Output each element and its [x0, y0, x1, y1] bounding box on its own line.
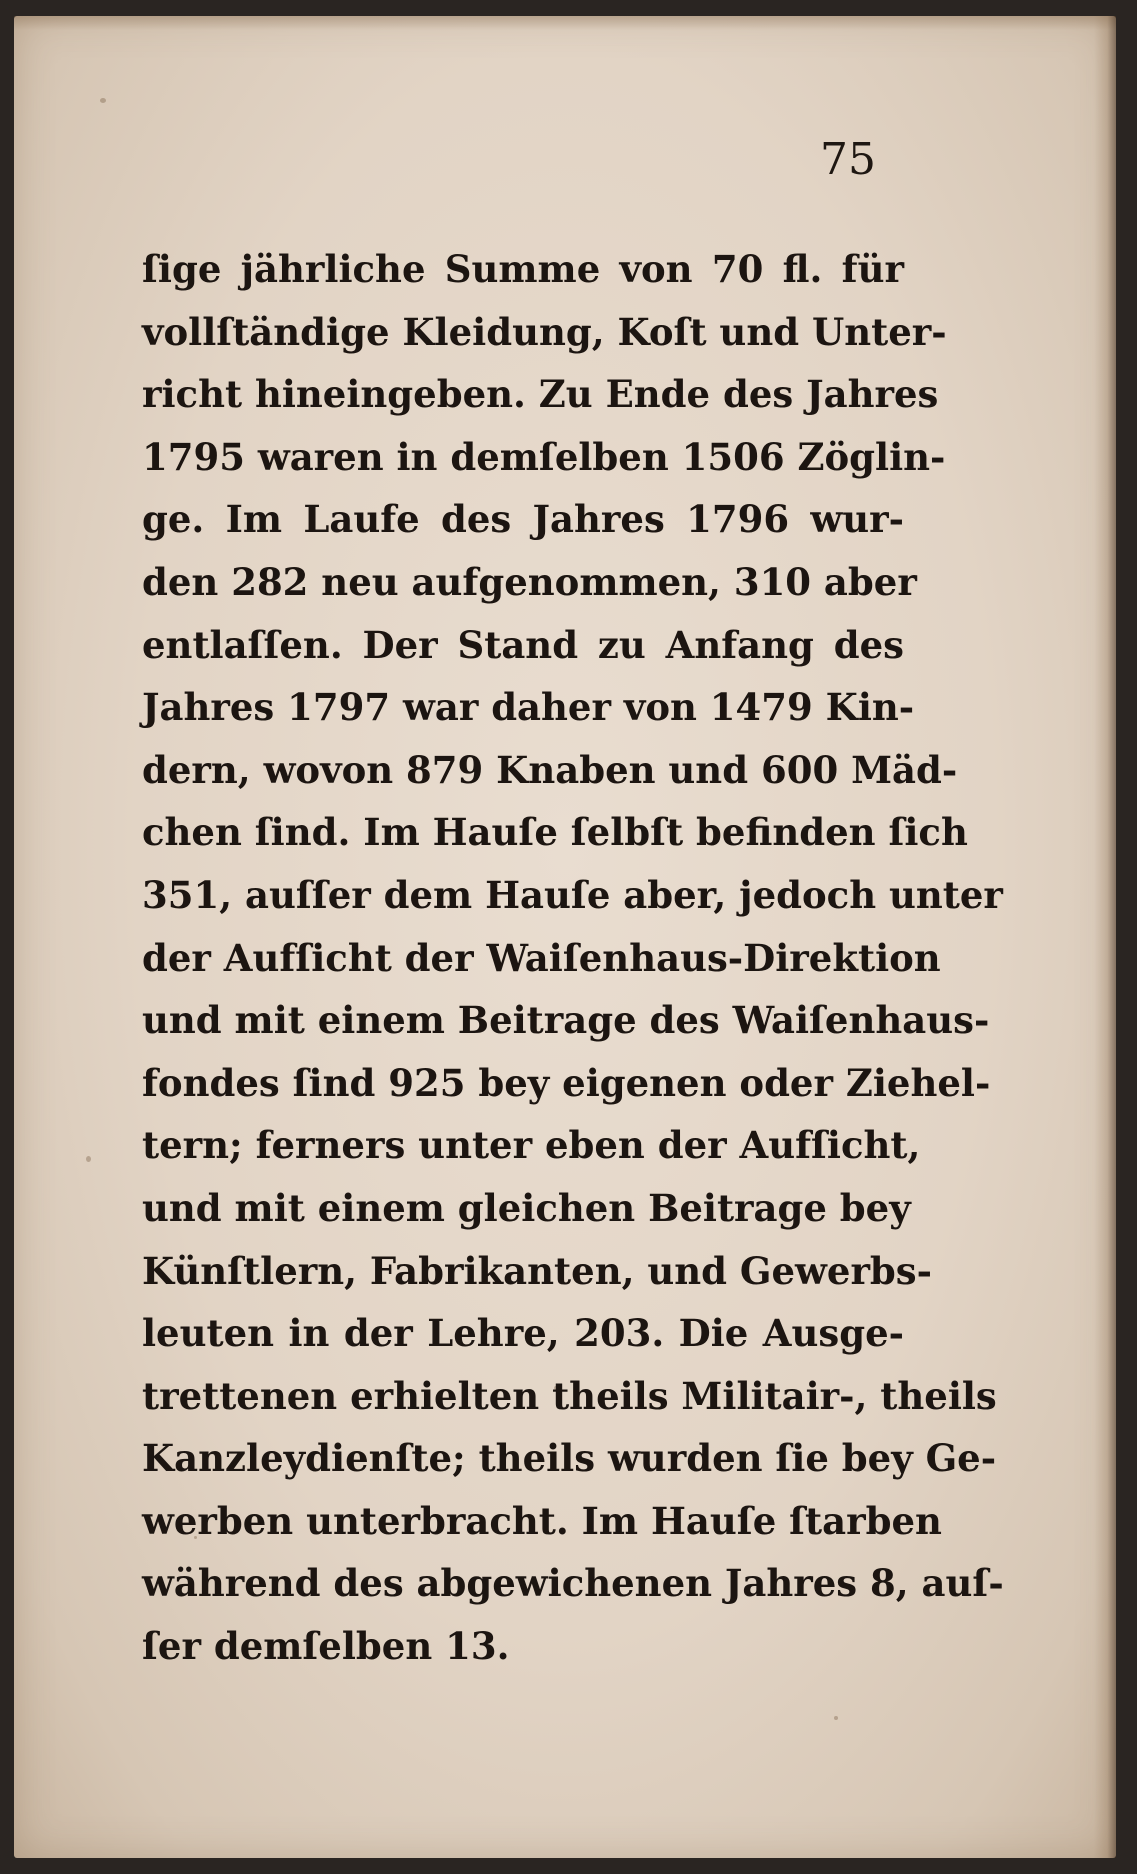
- text-line: richt hineingeben. Zu Ende des Jahres: [142, 372, 939, 417]
- text-line: vollſtändige Kleidung, Koſt und Unter-: [142, 309, 947, 354]
- text-line: Künſtlern, Fabrikanten, und Gewerbs-: [142, 1248, 932, 1293]
- text-line: dern, wovon 879 Knaben und 600 Mäd-: [142, 747, 958, 792]
- text-line: ſige jährliche Summe von 70 fl. für: [142, 247, 904, 291]
- text-line: und mit einem gleichen Beitrage bey: [142, 1185, 911, 1230]
- paper-speck: [100, 98, 106, 103]
- text-line: entlaſſen. Der Stand zu Anfang des: [142, 622, 904, 667]
- page-right-edge: [1094, 16, 1116, 1858]
- text-line: tern; ferners unter eben der Aufſicht,: [142, 1123, 921, 1168]
- text-line: chen ſind. Im Hauſe ſelbſt befinden ſich: [142, 810, 968, 855]
- book-page: [14, 16, 1116, 1858]
- text-line: trettenen erhielten theils Militair-, theils: [142, 1373, 997, 1418]
- page-number: 75: [820, 134, 876, 185]
- text-line: den 282 neu aufgenommen, 310 aber: [142, 559, 917, 604]
- paper-speck: [834, 1716, 838, 1720]
- body-text: [142, 238, 1004, 1678]
- paper-speck: [86, 1156, 91, 1162]
- text-line: leuten in der Lehre, 203. Die Ausge-: [142, 1311, 904, 1356]
- text-line: werben unterbracht. Im Hauſe ſtarben: [142, 1498, 942, 1543]
- text-line: während des abgewichenen Jahres 8, auſ-: [142, 1561, 1004, 1606]
- text-line: und mit einem Beitrage des Waiſenhaus-: [142, 998, 990, 1043]
- text-line: der Aufſicht der Waiſenhaus-Direktion: [142, 935, 941, 980]
- text-line: 1795 waren in demſelben 1506 Zöglin-: [142, 434, 946, 479]
- text-line: ſer demſelben 13.: [142, 1624, 510, 1669]
- text-line: fondes ſind 925 bey eigenen oder Ziehel-: [142, 1060, 991, 1105]
- page-top-shadow: [14, 16, 1116, 30]
- text-line: ge. Im Laufe des Jahres 1796 wur-: [142, 497, 904, 542]
- text-line: Kanzleydienſte; theils wurden ſie bey Ge-: [142, 1436, 997, 1481]
- text-line: Jahres 1797 war daher von 1479 Kin-: [142, 685, 915, 730]
- text-line: 351, auſſer dem Hauſe aber, jedoch unter: [142, 872, 1003, 917]
